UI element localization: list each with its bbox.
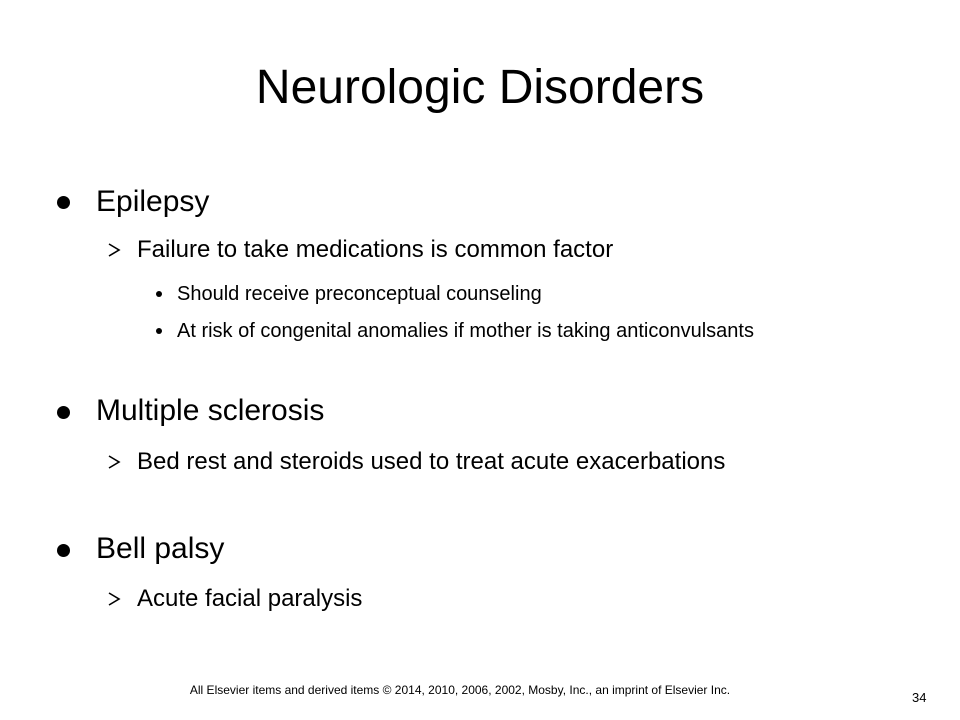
sub-sub-bullet-anomalies: At risk of congenital anomalies if mother is taking anticonvulsants xyxy=(177,320,754,342)
copyright-footer: All Elsevier items and derived items © 2014, 2010, 2006, 2002, Mosby, Inc., an imprint of Elsevier Inc. xyxy=(189,683,731,697)
page-number: 34 xyxy=(912,690,927,705)
bullet-epilepsy: Epilepsy xyxy=(96,185,210,218)
small-dot-bullet-icon xyxy=(156,328,162,334)
arrowhead-bullet-icon xyxy=(107,455,121,469)
arrowhead-bullet-icon xyxy=(107,592,121,606)
arrowhead-bullet-icon xyxy=(107,243,121,257)
bullet-dot-icon xyxy=(57,406,70,419)
sub-sub-bullet-counseling: Should receive preconceptual counseling xyxy=(177,283,542,305)
bullet-multiple-sclerosis: Multiple sclerosis xyxy=(96,394,325,427)
bullet-bell-palsy: Bell palsy xyxy=(96,532,225,565)
bullet-dot-icon xyxy=(57,544,70,557)
bullet-dot-icon xyxy=(57,196,70,209)
sub-bullet-medications: Failure to take medications is common factor xyxy=(137,236,614,263)
small-dot-bullet-icon xyxy=(156,291,162,297)
sub-bullet-bed-rest: Bed rest and steroids used to treat acute exacerbations xyxy=(137,448,726,475)
sub-bullet-facial-paralysis: Acute facial paralysis xyxy=(137,585,363,612)
slide-title: Neurologic Disorders xyxy=(255,61,705,114)
